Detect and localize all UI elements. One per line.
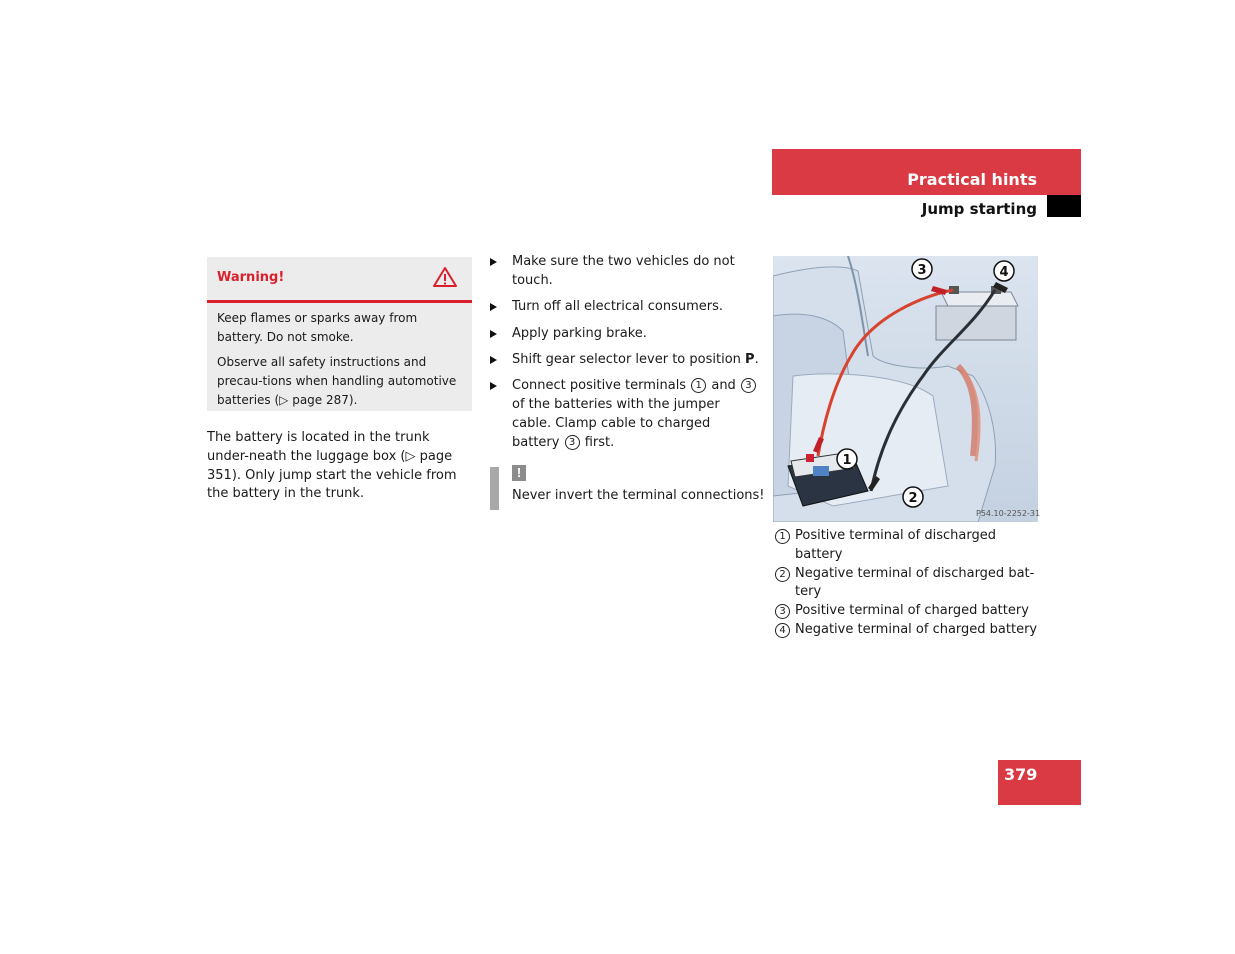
step-text: Shift gear selector lever to position <box>512 351 746 367</box>
header-black-tab <box>1047 195 1081 217</box>
step-text: Turn off all electrical consumers. <box>512 299 723 315</box>
gear-position: P <box>745 351 755 367</box>
legend-number: 3 <box>775 604 790 619</box>
legend-item <box>773 565 1043 603</box>
legend-item <box>773 621 1043 640</box>
legend-text: Negative terminal of discharged bat-tery <box>795 565 1035 600</box>
legend-text: Negative terminal of charged battery <box>795 621 1038 637</box>
warning-triangle-icon <box>432 266 458 293</box>
callout-ref-3: 3 <box>741 378 756 393</box>
legend-number: 4 <box>775 623 790 638</box>
figure-legend <box>773 527 1043 640</box>
step-text: Apply parking brake. <box>512 325 647 341</box>
step-text: of the batteries with the jumper cable. Clamp cable to charged battery <box>512 397 720 450</box>
legend-text: Positive terminal of discharged battery <box>795 528 996 562</box>
legend-text: Positive terminal of charged battery <box>795 603 1029 619</box>
page-number: 379 <box>1004 765 1038 784</box>
callout-2 <box>903 487 923 507</box>
exclamation-icon: ! <box>512 465 526 481</box>
triangle-bullet-icon <box>490 330 497 338</box>
triangle-bullet-icon <box>490 303 497 311</box>
jump-start-illustration <box>773 256 1041 522</box>
instruction-step <box>489 253 759 291</box>
step-text: first. <box>580 434 615 450</box>
legend-number: 2 <box>775 567 790 582</box>
instruction-step <box>489 377 759 452</box>
legend-item <box>773 527 1043 565</box>
instruction-step <box>489 298 759 317</box>
legend-number: 1 <box>775 529 790 544</box>
instruction-step <box>489 325 759 344</box>
step-text: Make sure the two vehicles do not touch. <box>512 254 735 288</box>
svg-text:1: 1 <box>842 453 852 468</box>
section-title: Practical hints <box>907 170 1037 189</box>
figure-code: P54.10-2252-31 <box>976 509 1041 518</box>
step-text: Connect positive terminals <box>512 378 691 394</box>
callout-4 <box>994 261 1014 281</box>
battery-location-text: The battery is located in the trunk under-neath the luggage box (▷ page 351). Only jump start the vehicle from the battery in the trunk. <box>207 430 457 502</box>
step-text: and <box>707 378 740 394</box>
warning-box <box>207 257 472 411</box>
note-text: Never invert the terminal connections! <box>512 488 765 503</box>
legend-item <box>773 602 1043 621</box>
step-text-end: . <box>754 351 759 367</box>
svg-text:4: 4 <box>999 265 1009 280</box>
callout-ref-1: 1 <box>691 378 706 393</box>
triangle-bullet-icon <box>490 382 497 390</box>
note-bar <box>490 467 499 510</box>
callout-3 <box>912 259 932 279</box>
callout-1 <box>837 449 857 469</box>
topic-title: Jump starting <box>921 200 1037 218</box>
warning-header <box>207 257 472 303</box>
instruction-step <box>489 351 759 370</box>
warning-text-safety: Observe all safety instructions and precau-tions when handling automotive batteries (▷ page 287). <box>217 355 457 407</box>
instruction-list <box>489 253 759 460</box>
warning-text-flames: Keep flames or sparks away from battery. Do not smoke. <box>217 311 418 344</box>
svg-text:2: 2 <box>908 491 918 506</box>
warning-title: Warning! <box>217 270 285 285</box>
triangle-bullet-icon <box>490 258 497 266</box>
callout-ref-3: 3 <box>565 435 580 450</box>
svg-text:3: 3 <box>917 263 927 278</box>
triangle-bullet-icon <box>490 356 497 364</box>
